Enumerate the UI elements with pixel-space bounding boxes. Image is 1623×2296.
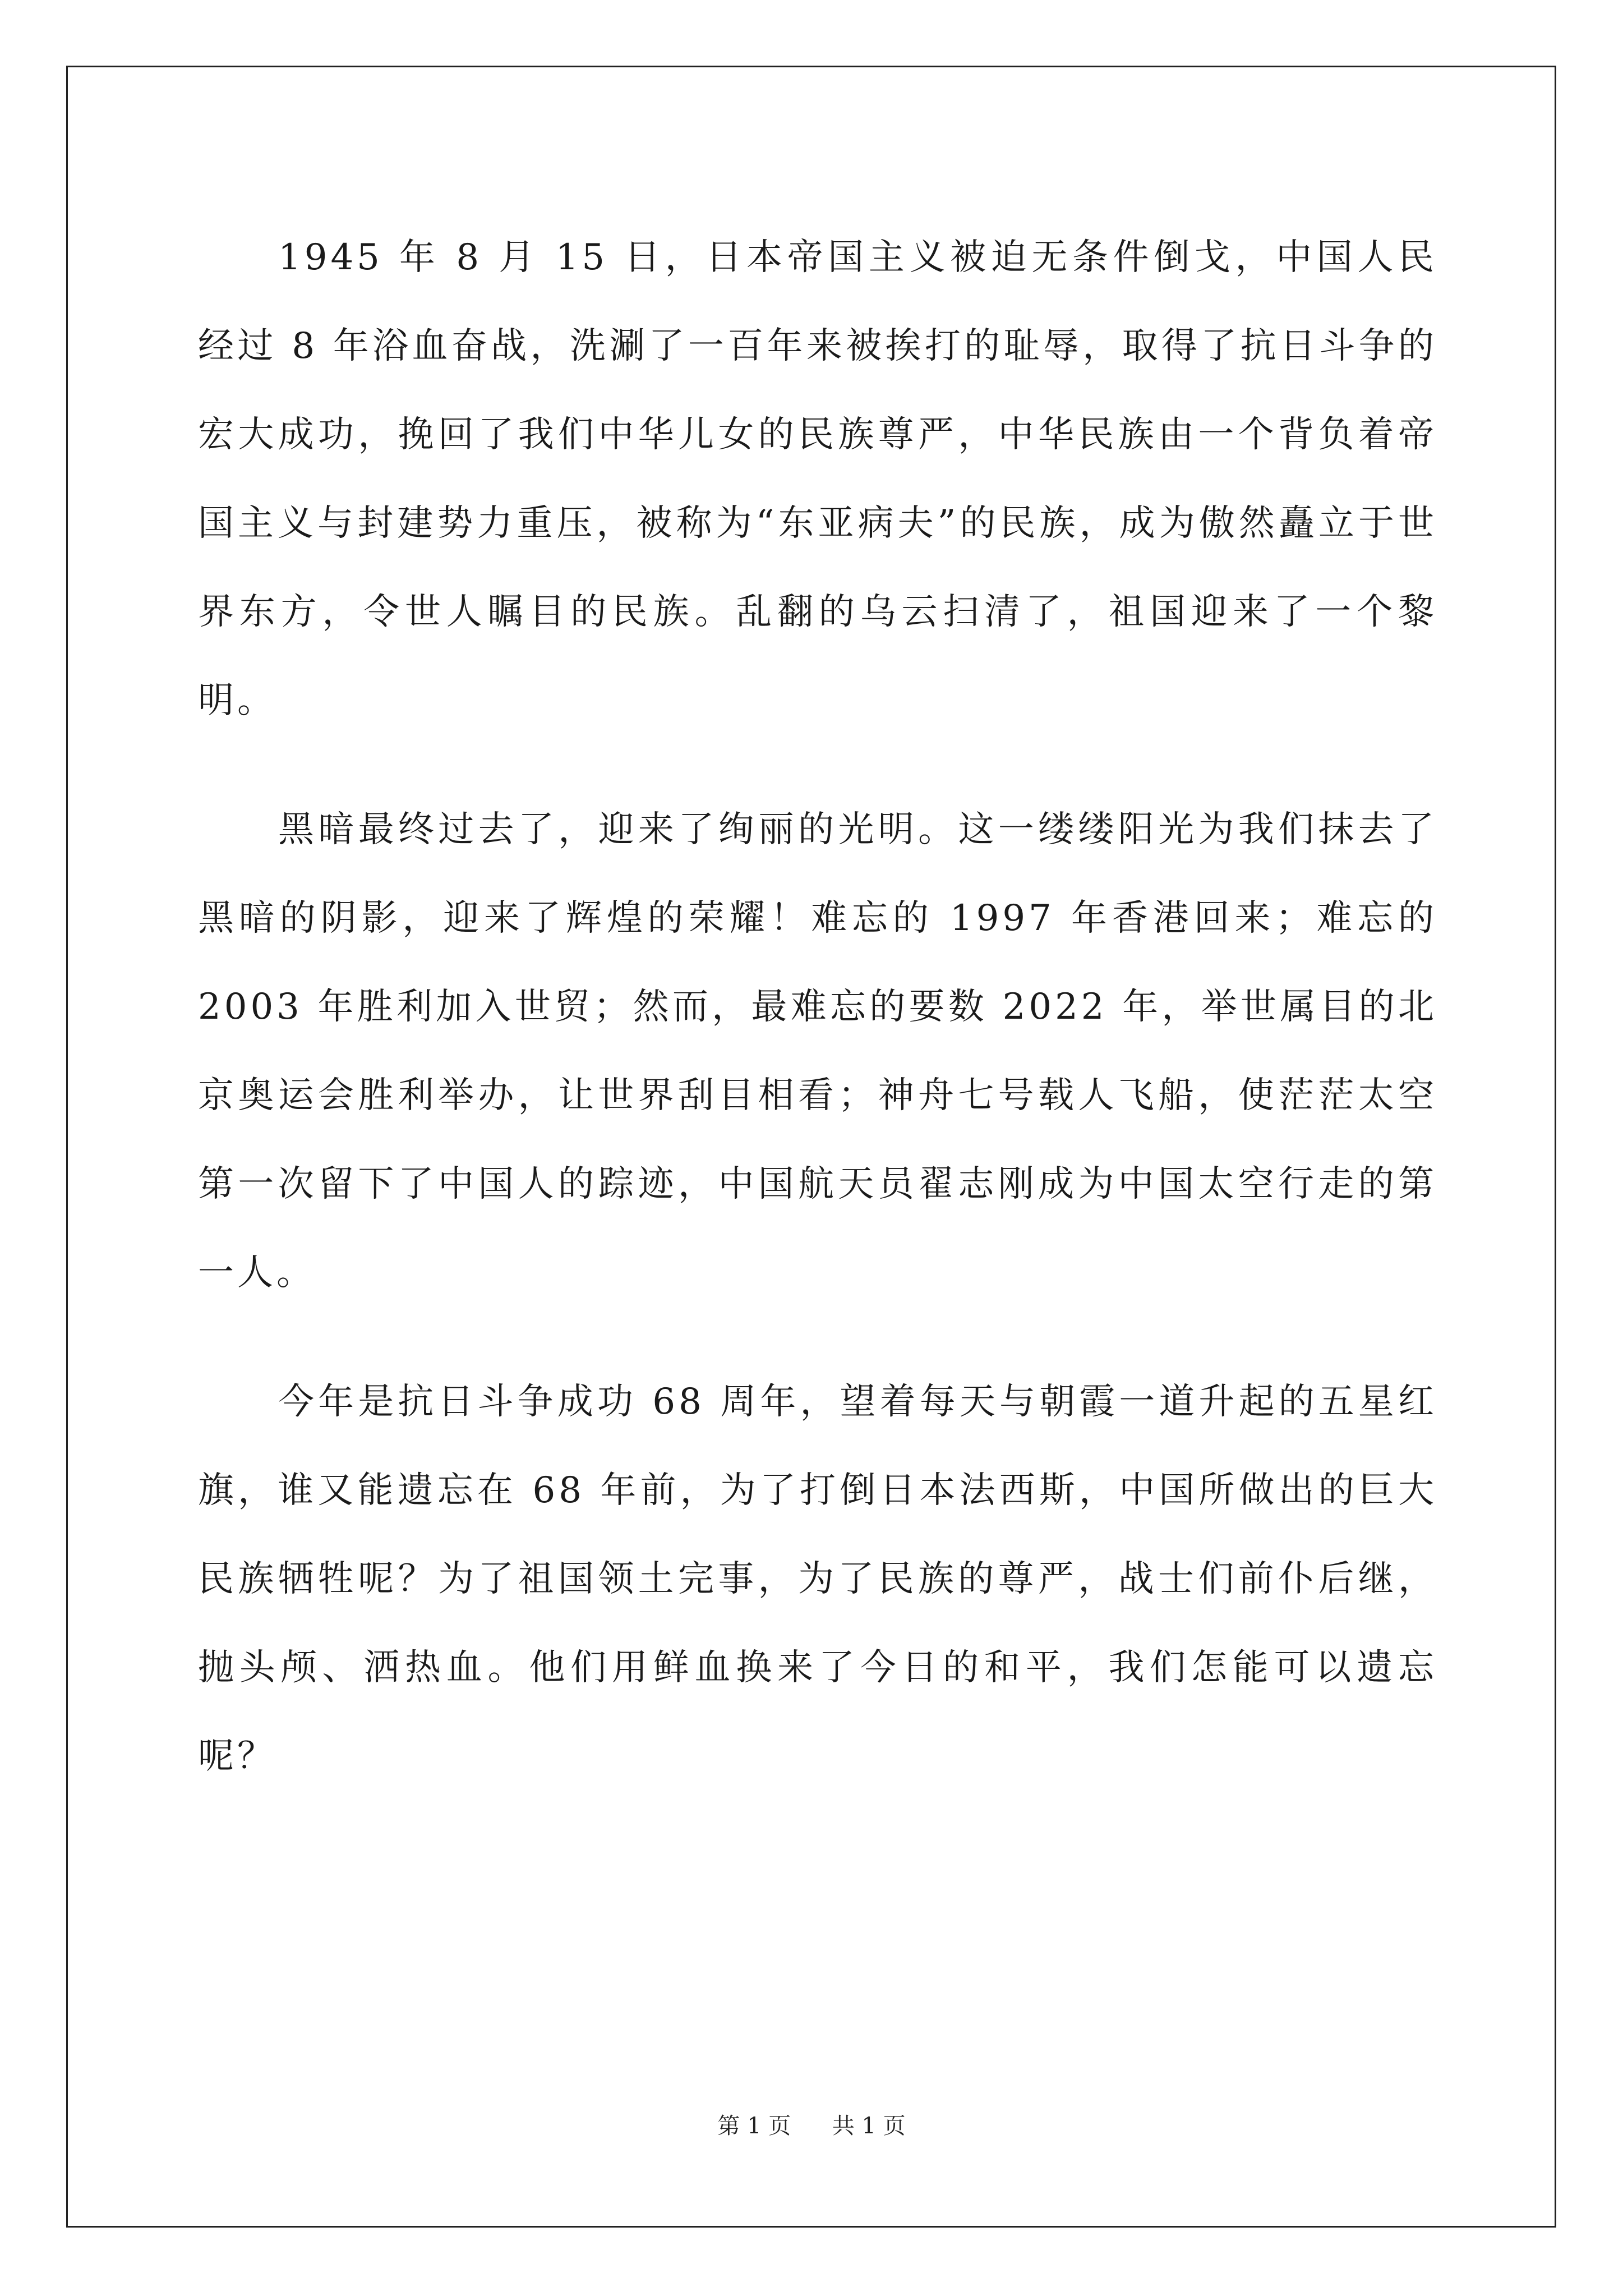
document-body xyxy=(198,213,1437,1841)
page-total: 共 1 页 xyxy=(832,2113,906,2139)
paragraph-2: 黑暗最终过去了，迎来了绚丽的光明。这一缕缕阳光为我们抹去了黑暗的阴影，迎来了辉煌的荣耀！难忘的 1997 年香港回来；难忘的 2003 年胜利加入世贸；然而，最难忘的要数 2022 年，举世属目的北京奥运会胜利举办，让世界刮目相看；神舟七号载人飞船，使茫茫太空第一次留下了中国人的踪迹，中国航天员翟志刚成为中国太空行走的第一人。 xyxy=(198,809,1437,1294)
paragraph-1: 1945 年 8 月 15 日，日本帝国主义被迫无条件倒戈，中国人民经过 8 年浴血奋战，洗涮了一百年来被挨打的耻辱，取得了抗日斗争的宏大成功，挽回了我们中华儿女的民族尊严，中华民族由一个背负着帝国主义与封建势力重压，被称为“东亚病夫”的民族，成为傲然矗立于世界东方，令世人瞩目的民族。乱翻的乌云扫清了，祖国迎来了一个黎明。 xyxy=(198,237,1437,721)
page-number: 第 1 页 xyxy=(717,2113,791,2139)
paragraph-3: 今年是抗日斗争成功 68 周年，望着每天与朝霞一道升起的五星红旗，谁又能遗忘在 68 年前，为了打倒日本法西斯，中国所做出的巨大民族牺牲呢？为了祖国领土完事，为了民族的尊严，战士们前仆后继，抛头颅、洒热血。他们用鲜血换来了今日的和平，我们怎能可以遗忘呢？ xyxy=(198,1381,1437,1777)
page-footer xyxy=(0,2112,1623,2140)
